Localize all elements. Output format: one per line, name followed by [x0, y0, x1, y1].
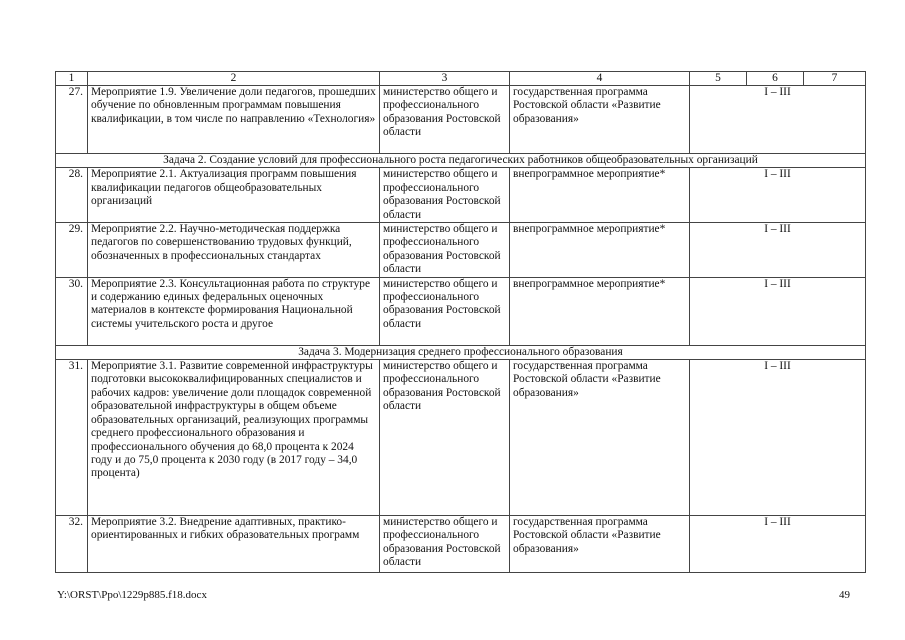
table-row — [56, 360, 866, 516]
header-cell: 2 — [88, 72, 380, 86]
executor-cell: министерство общего и профессионального образования Ростовской области — [380, 86, 510, 154]
header-cell: 6 — [747, 72, 804, 86]
row-number: 32. — [56, 516, 88, 573]
table-row — [56, 86, 866, 154]
activity-cell: Мероприятие 1.9. Увеличение доли педагогов, прошедших обучение по обновленным программам повышения квалификации, в том числе по направлению «Технология» — [88, 86, 380, 154]
activity-cell: Мероприятие 3.1. Развитие современной инфраструктуры подготовки высококвалифицированных специалистов и рабочих кадров: увеличение доли площадок современной образовательной инфраструктуры в общем объеме образовательных организаций, реализующих программы среднего профессионального образования и профессионального обучения до 68,0 процента к 2024 году и до 75,0 процента к 2030 году (в 2017 году – 34,0 процента) — [88, 360, 380, 516]
executor-cell: министерство общего и профессионального образования Ростовской области — [380, 223, 510, 278]
executor-cell: министерство общего и профессионального образования Ростовской области — [380, 360, 510, 516]
table-row — [56, 516, 866, 573]
task-row — [56, 345, 866, 359]
table-header-row — [56, 72, 866, 86]
source-cell: государственная программа Ростовской области «Развитие образования» — [510, 360, 690, 516]
header-cell: 5 — [690, 72, 747, 86]
source-cell: государственная программа Ростовской области «Развитие образования» — [510, 86, 690, 154]
header-cell: 1 — [56, 72, 88, 86]
executor-cell: министерство общего и профессионального образования Ростовской области — [380, 168, 510, 223]
header-cell: 3 — [380, 72, 510, 86]
file-path: Y:\ORST\Ppo\1229p885.f18.docx — [57, 589, 207, 601]
table-row — [56, 223, 866, 278]
row-number: 30. — [56, 277, 88, 345]
source-cell: государственная программа Ростовской области «Развитие образования» — [510, 516, 690, 573]
task-row — [56, 154, 866, 168]
table-row — [56, 277, 866, 345]
period-cell: I – III — [690, 277, 866, 345]
executor-cell: министерство общего и профессионального образования Ростовской области — [380, 516, 510, 573]
activity-cell: Мероприятие 2.3. Консультационная работа по структуре и содержанию единых федеральных оценочных материалов в контексте формирования Национальной системы учительского роста и другое — [88, 277, 380, 345]
period-cell: I – III — [690, 360, 866, 516]
period-cell: I – III — [690, 223, 866, 278]
period-cell: I – III — [690, 516, 866, 573]
task-heading: Задача 3. Модернизация среднего профессионального образования — [56, 345, 866, 359]
source-cell: внепрограммное мероприятие* — [510, 223, 690, 278]
task-heading: Задача 2. Создание условий для профессионального роста педагогических работников общеобразовательных организаций — [56, 154, 866, 168]
header-cell: 7 — [804, 72, 866, 86]
page-number: 49 — [839, 589, 850, 601]
table-row — [56, 168, 866, 223]
source-cell: внепрограммное мероприятие* — [510, 277, 690, 345]
executor-cell: министерство общего и профессионального образования Ростовской области — [380, 277, 510, 345]
row-number: 29. — [56, 223, 88, 278]
period-cell: I – III — [690, 168, 866, 223]
header-cell: 4 — [510, 72, 690, 86]
period-cell: I – III — [690, 86, 866, 154]
plan-table — [55, 71, 866, 573]
activity-cell: Мероприятие 2.1. Актуализация программ повышения квалификации педагогов общеобразовательных организаций — [88, 168, 380, 223]
activity-cell: Мероприятие 2.2. Научно-методическая поддержка педагогов по совершенствованию трудовых функций, обозначенных в профессиональных стандартах — [88, 223, 380, 278]
row-number: 27. — [56, 86, 88, 154]
row-number: 31. — [56, 360, 88, 516]
activity-cell: Мероприятие 3.2. Внедрение адаптивных, практико-ориентированных и гибких образовательных программ — [88, 516, 380, 573]
source-cell: внепрограммное мероприятие* — [510, 168, 690, 223]
row-number: 28. — [56, 168, 88, 223]
